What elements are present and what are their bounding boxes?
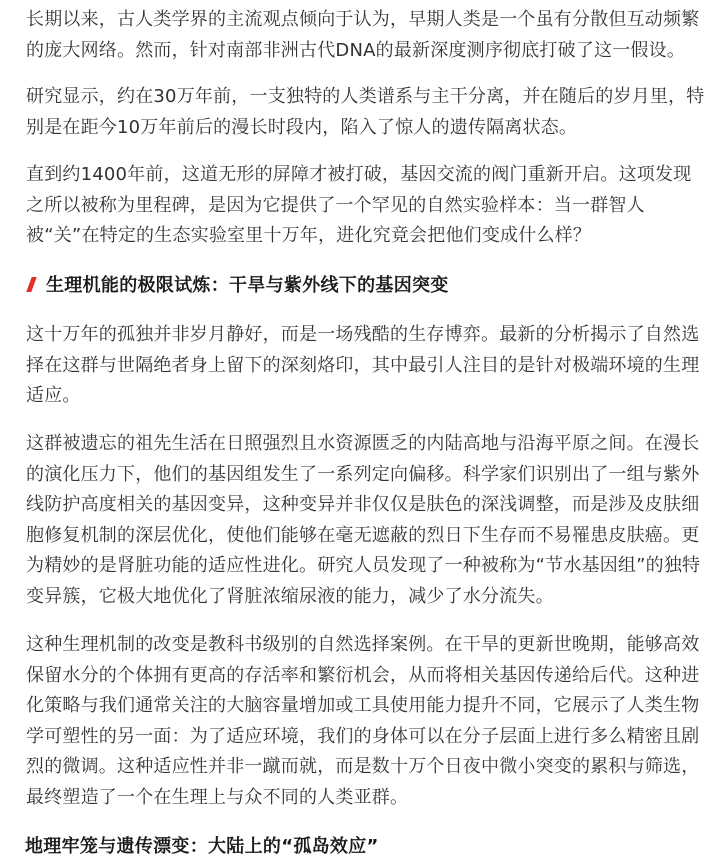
paragraph-survival: 这十万年的孤独并非岁月静好，而是一场残酷的生存博弈。最新的分析揭示了自然选择在这群与世隔绝者身上留下的深刻烙印，其中最引人注目的是针对极端环境的生理适应。	[26, 324, 700, 407]
paragraph-natural-selection: 这种生理机制的改变是教科书级别的自然选择案例。在干旱的更新世晚期，能够高效保留水分的个体拥有更高的存活率和繁衍机会，从而将相关基因传递给后代。这种进化策略与我们通常关注的大脑容量增加或工具使用能力提升不同，它展示了人类生物学可塑性的另一面：为了适应环境，我们的身体可以在分子层面上进行多么精密且剧烈的微调。这种适应性并非一蹴而就，而是数十万个日夜中微小突变的累积与筛选，最终塑造了一个在生理上与众不同的人类亚群。	[26, 634, 700, 808]
paragraph-intro: 长期以来，古人类学界的主流观点倾向于认为，早期人类是一个虽有分散但互动频繁的庞大网络。然而，针对南部非洲古代DNA的最新深度测序彻底打破了这一假设。	[26, 9, 700, 61]
section-heading-physiology	[26, 271, 706, 301]
heading-marker-icon	[26, 277, 36, 292]
paragraph-research: 研究显示，约在30万年前，一支独特的人类谱系与主干分离，并在随后的岁月里，特别是在距今10万年前后的漫长时段内，陷入了惊人的遗传隔离状态。	[26, 86, 705, 138]
section-heading-text: 生理机能的极限试炼：干旱与紫外线下的基因突变	[46, 275, 449, 296]
paragraph-milestone: 直到约1400年前，这道无形的屏障才被打破，基因交流的阀门重新开启。这项发现之所以被称为里程碑，是因为它提供了一个罕见的自然实验样本：当一群智人被“关”在特定的生态实验室里十万年，进化究竟会把他们变成什么样？	[26, 164, 692, 247]
paragraph-adaptation: 这群被遗忘的祖先生活在日照强烈且水资源匮乏的内陆高地与沿海平原之间。在漫长的演化压力下，他们的基因组发生了一系列定向偏移。科学家们识别出了一组与紫外线防护高度相关的基因变异，这种变异并非仅仅是肤色的深浅调整，而是涉及皮肤细胞修复机制的深层优化，使他们能够在毫无遮蔽的烈日下生存而不易罹患皮肤癌。更为精妙的是肾脏功能的适应性进化。研究人员发现了一种被称为“节水基因组”的独特变异簇，它极大地优化了肾脏浓缩尿液的能力，减少了水分流失。	[26, 433, 701, 607]
section-heading-geography: 地理牢笼与遗传漂变：大陆上的“孤岛效应”	[25, 836, 379, 857]
